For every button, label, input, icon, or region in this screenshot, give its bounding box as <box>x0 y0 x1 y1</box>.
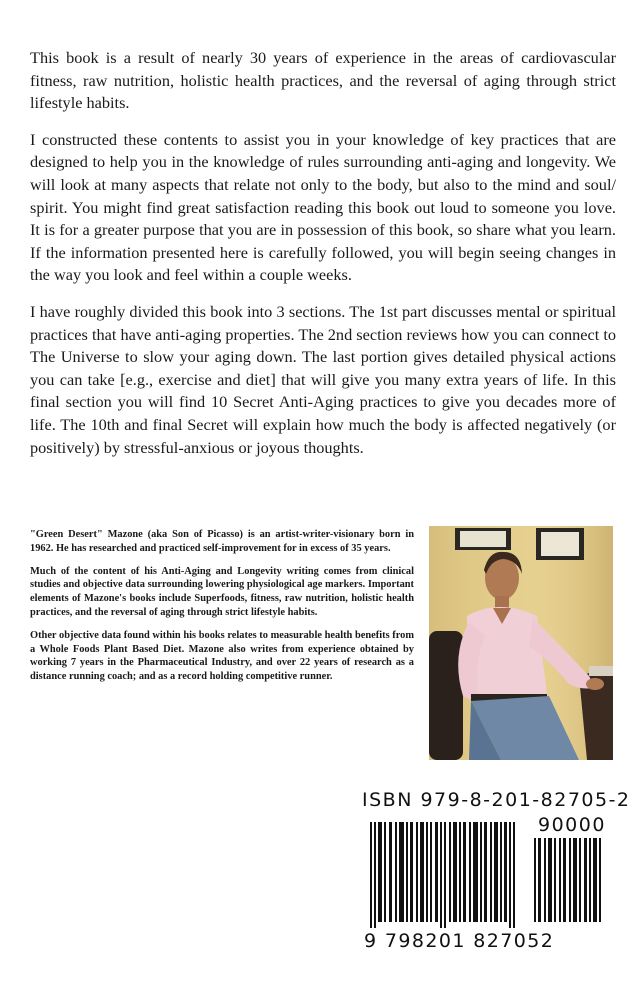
bio-paragraph-3: Other objective data found within his books relates to measurable health benefits from a Whole Foods Plant Based Diet. Mazone also writes from experience obtained by working 7 years in the Pharmaceutical Industry, and over 22 years of research as a distance running coach; and as a record holding competitive runner. <box>30 629 414 683</box>
barcode-digits: 9 798201 827052 <box>364 930 555 952</box>
isbn-barcode <box>362 820 524 932</box>
blurb-paragraph-1: This book is a result of nearly 30 years of experience in the areas of cardiovascular fitness, raw nutrition, holistic health practices, and the reversal of aging through strict lifestyle habits. <box>30 48 616 113</box>
blurb-paragraph-2: I constructed these contents to assist you in your knowledge of key practices that are designed to help you in the knowledge of rules surrounding anti-aging and longevity. We will look at many aspects that relate not only to the body, but also to the mind and soul/ spirit. You might find great satisfaction reading this book out loud to someone you love. It is for a greater purpose that you are in possession of this book, so share what you learn. If the information presented here is carefully followed, you will begin seeing changes in the way you look and feel within a couple weeks. <box>30 129 616 285</box>
bio-paragraph-2: Much of the content of his Anti-Aging and Longevity writing comes from clinical studies and objective data surrounding lowering physiological age markers. Important elements of Mazone's books include Superfoods, fitness, raw nutrition, holistic health practices, and the reversal of aging through strict lifestyle habits. <box>30 565 414 618</box>
isbn-label: ISBN 979-8-201-82705-2 <box>362 789 631 811</box>
author-photo <box>429 526 613 760</box>
author-bio <box>30 528 414 693</box>
barcode-addon-price: 90000 <box>538 814 606 836</box>
blurb-paragraph-3: I have roughly divided this book into 3 sections. The 1st part discusses mental or spiritual practices that have anti-aging properties. The 2nd section reviews how you can connect to The Universe to slow your aging down. The last portion gives detailed physical actions you can take [e.g., exercise and diet] that will give you many extra years of life. In this final section you will find 10 Secret Anti-Aging practices to give you decades more of life. The 10th and final Secret will explain how much the body is affected negatively (or positively) by stressful-anxious or joyous thoughts. <box>30 301 616 457</box>
bio-paragraph-1: "Green Desert" Mazone (aka Son of Picasso) is an artist-writer-visionary born in 1962. He has researched and practiced self-improvement for in excess of 35 years. <box>30 529 414 554</box>
price-addon-barcode <box>532 838 604 922</box>
back-cover-blurb <box>30 47 616 473</box>
